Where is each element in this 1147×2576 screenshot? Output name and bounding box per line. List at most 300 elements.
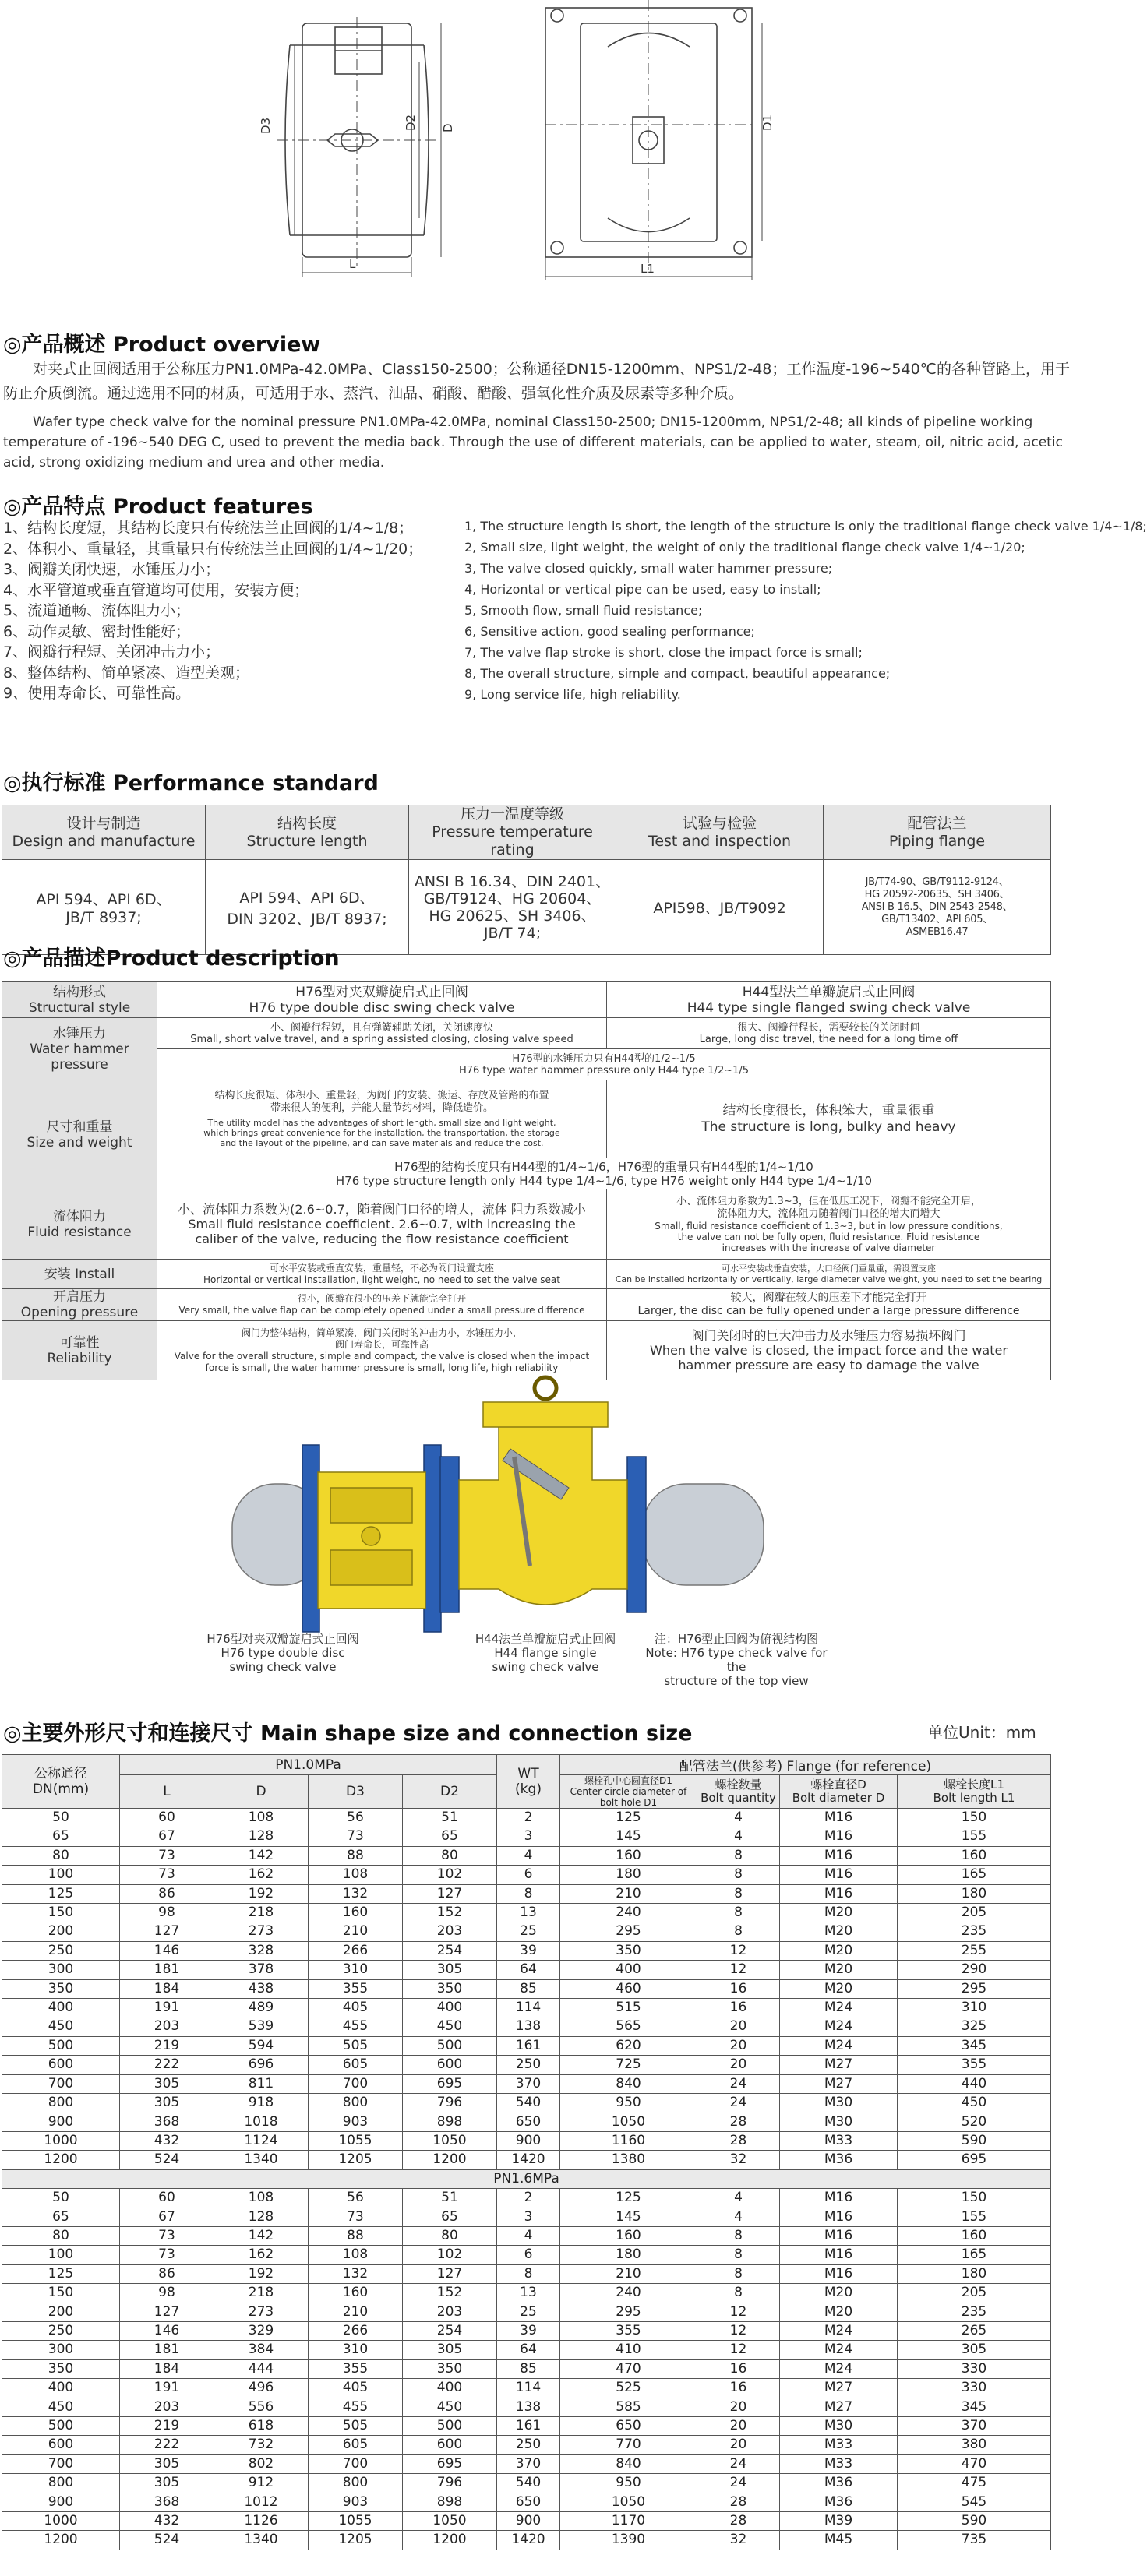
table-cell: 56 bbox=[309, 1809, 403, 1827]
table-cell: 950 bbox=[560, 2094, 697, 2113]
table-cell: 565 bbox=[560, 2017, 697, 2036]
table-row bbox=[2, 2208, 1051, 2226]
table-cell: 235 bbox=[898, 2303, 1051, 2321]
table-row bbox=[2, 1846, 1051, 1865]
table-cell: 165 bbox=[898, 2246, 1051, 2264]
table-cell: 240 bbox=[560, 2284, 697, 2303]
h76-disc-top bbox=[330, 1488, 412, 1523]
features-en-list bbox=[464, 516, 1147, 705]
table-row bbox=[2, 2512, 1051, 2531]
table-cell: 6 bbox=[497, 2246, 560, 2264]
table-cell: 1050 bbox=[403, 2131, 497, 2150]
table-cell: 310 bbox=[309, 1961, 403, 1979]
table-cell: M24 bbox=[780, 1999, 898, 2017]
table-cell: 200 bbox=[2, 2303, 120, 2321]
table-cell: 203 bbox=[403, 2303, 497, 2321]
table-cell: M16 bbox=[780, 1827, 898, 1846]
features-zh-list bbox=[3, 518, 422, 704]
table-cell: 305 bbox=[898, 2341, 1051, 2359]
table-row bbox=[2, 1961, 1051, 1979]
table-cell: 28 bbox=[697, 2131, 780, 2150]
table-cell: 73 bbox=[120, 1846, 214, 1865]
desc-label-resistance: 流体阻力 Fluid resistance bbox=[2, 1189, 157, 1260]
table-cell: 8 bbox=[697, 2284, 780, 2303]
table-cell: 350 bbox=[2, 1979, 120, 1998]
desc-opening-h44: 较大，阀瓣在较大的压差下才能完全打开 Larger, the disc can be fully opened under a large pressure difference bbox=[607, 1289, 1051, 1321]
table-cell: 6 bbox=[497, 1866, 560, 1884]
table-row bbox=[2, 1941, 1051, 1960]
table-cell: 65 bbox=[2, 2208, 120, 2226]
h44-lifting-eye bbox=[535, 1377, 556, 1399]
table-cell: M16 bbox=[780, 2208, 898, 2226]
table-cell: 1012 bbox=[214, 2493, 309, 2511]
table-cell: 155 bbox=[898, 2208, 1051, 2226]
table-cell: 86 bbox=[120, 1884, 214, 1903]
table-cell: 405 bbox=[309, 1999, 403, 2017]
table-cell: 600 bbox=[403, 2436, 497, 2454]
table-cell: 470 bbox=[560, 2359, 697, 2378]
table-cell: 191 bbox=[120, 2379, 214, 2398]
table-cell: 222 bbox=[120, 2436, 214, 2454]
h44-flange-left bbox=[440, 1457, 459, 1612]
table-cell: M16 bbox=[780, 1884, 898, 1903]
table-cell: 300 bbox=[2, 1961, 120, 1979]
col-bd: 螺栓直径D Bolt diameter D bbox=[780, 1775, 898, 1809]
technical-drawing bbox=[0, 0, 1076, 304]
table-row bbox=[2, 2493, 1051, 2511]
table-cell: 102 bbox=[403, 2246, 497, 2264]
table-cell: 800 bbox=[2, 2474, 120, 2493]
table-cell: 350 bbox=[560, 1941, 697, 1960]
table-cell: 770 bbox=[560, 2436, 697, 2454]
table-cell: 2 bbox=[497, 1809, 560, 1827]
table-cell: 210 bbox=[560, 2264, 697, 2283]
feature-en-item: 9, Long service life, high reliability. bbox=[464, 687, 681, 702]
table-cell: 400 bbox=[2, 2379, 120, 2398]
table-cell: 205 bbox=[898, 1904, 1051, 1922]
table-cell: 203 bbox=[403, 1922, 497, 1941]
table-cell: 64 bbox=[497, 2341, 560, 2359]
table-cell: 505 bbox=[309, 2036, 403, 2055]
table-cell: 64 bbox=[497, 1961, 560, 1979]
table-cell: 150 bbox=[2, 1904, 120, 1922]
table-row bbox=[2, 2074, 1051, 2093]
section-title-dimensions: ◎主要外形尺寸和连接尺寸 Main shape size and connection size bbox=[3, 1721, 693, 1746]
table-cell: 25 bbox=[497, 1922, 560, 1941]
unit-label: 单位Unit：mm bbox=[927, 1723, 1036, 1742]
section-title-overview: ◎产品概述 Product overview bbox=[3, 333, 321, 357]
feature-en-item: 2, Small size, light weight, the weight of only the traditional flange check valve 1/4~1/20; bbox=[464, 540, 1025, 555]
overview-en: Wafer type check valve for the nominal pressure PN1.0MPa-42.0MPa, nominal Class150-2500; DN15-1200mm, NPS1/2-48; all kinds of pipeline working temperature of -196~540 DEG C, used to prevent the media back. Through the use of different materials, can be applied to water, steam, oil, nitric acid, acetic acid, strong oxidizing medium and urea and other media. bbox=[3, 414, 1063, 470]
table-cell: 650 bbox=[497, 2113, 560, 2131]
table-cell: 145 bbox=[560, 1827, 697, 1846]
table-cell: 192 bbox=[214, 2264, 309, 2283]
table-cell: 265 bbox=[898, 2321, 1051, 2340]
table-cell: 8 bbox=[697, 1904, 780, 1922]
table-cell: 695 bbox=[403, 2074, 497, 2093]
table-cell: 24 bbox=[697, 2454, 780, 2473]
table-row bbox=[2, 2226, 1051, 2245]
pn16-subheader-row bbox=[2, 2169, 1051, 2188]
table-cell: M24 bbox=[780, 2017, 898, 2036]
col-pn10: PN1.0MPa bbox=[120, 1755, 497, 1775]
std-cell-4: JB/T74-90、GB/T9112-9124、 HG 20592-20635、SH 3406、 ANSI B 16.5、DIN 2543-2548、 GB/T13402、API 605、 ASMEB16.47 bbox=[824, 860, 1051, 955]
table-cell: M16 bbox=[780, 2189, 898, 2208]
table-cell: 400 bbox=[2, 1999, 120, 2017]
table-cell: 4 bbox=[497, 1846, 560, 1865]
table-cell: 192 bbox=[214, 1884, 309, 1903]
table-cell: 310 bbox=[309, 2341, 403, 2359]
table-cell: 8 bbox=[497, 1884, 560, 1903]
table-cell: 98 bbox=[120, 2284, 214, 2303]
table-cell: 28 bbox=[697, 2113, 780, 2131]
table-cell: 545 bbox=[898, 2493, 1051, 2511]
table-cell: 500 bbox=[403, 2036, 497, 2055]
desc-size-h76-en: The utility model has the advantages of short length, small size and light weight, which brings great convenience for the installation, the transportation, the storage and the layout of the pipeline, and can save materials and reduce the cost. bbox=[203, 1118, 560, 1148]
table-cell: 127 bbox=[403, 2264, 497, 2283]
table-cell: 695 bbox=[403, 2454, 497, 2473]
table-cell: 1000 bbox=[2, 2131, 120, 2150]
table-row bbox=[2, 2094, 1051, 2113]
table-cell: 384 bbox=[214, 2341, 309, 2359]
table-cell: 8 bbox=[697, 1922, 780, 1941]
table-cell: 127 bbox=[403, 1884, 497, 1903]
desc-size-h76 bbox=[157, 1080, 607, 1158]
h44-flange-right bbox=[627, 1457, 646, 1612]
desc-reliability-h76: 阀门为整体结构，简单紧凑，阀门关闭时的冲击力小，水锤压力小， 阀门寿命长，可靠性高 Valve for the overall structure, simple and compact, the valve is closed when the impact force is small, the water hammer pressure is small, long life, high reliability bbox=[157, 1321, 607, 1380]
table-cell: 325 bbox=[898, 2017, 1051, 2036]
table-cell: 80 bbox=[403, 2226, 497, 2245]
table-cell: 254 bbox=[403, 1941, 497, 1960]
table-cell: 305 bbox=[120, 2454, 214, 2473]
dimension-table bbox=[2, 1754, 1051, 2550]
table-cell: 1205 bbox=[309, 2531, 403, 2550]
table-cell: 350 bbox=[403, 2359, 497, 2378]
table-cell: 918 bbox=[214, 2094, 309, 2113]
desc-hammer-compare: H76型的水锤压力只有H44型的1/2~1/5 H76 type water hammer pressure only H44 type 1/2~1/5 bbox=[157, 1049, 1051, 1080]
table-cell: 273 bbox=[214, 1922, 309, 1941]
table-cell: 1000 bbox=[2, 2512, 120, 2531]
table-cell: 39 bbox=[497, 2321, 560, 2340]
table-cell: M33 bbox=[780, 2436, 898, 2454]
feature-en-item: 4, Horizontal or vertical pipe can be used, easy to install; bbox=[464, 582, 821, 597]
table-cell: 432 bbox=[120, 2512, 214, 2531]
table-cell: 4 bbox=[697, 1809, 780, 1827]
table-cell: 86 bbox=[120, 2264, 214, 2283]
table-cell: 1380 bbox=[560, 2151, 697, 2169]
table-cell: 355 bbox=[560, 2321, 697, 2340]
table-row bbox=[2, 2151, 1051, 2169]
table-cell: 796 bbox=[403, 2474, 497, 2493]
table-cell: M36 bbox=[780, 2493, 898, 2511]
table-cell: 125 bbox=[2, 1884, 120, 1903]
table-cell: M20 bbox=[780, 1979, 898, 1998]
table-cell: 295 bbox=[560, 2303, 697, 2321]
table-cell: 329 bbox=[214, 2321, 309, 2340]
table-cell: 310 bbox=[898, 1999, 1051, 2017]
table-cell: 355 bbox=[309, 2359, 403, 2378]
table-cell: 150 bbox=[2, 2284, 120, 2303]
table-cell: 300 bbox=[2, 2341, 120, 2359]
table-cell: 250 bbox=[497, 2436, 560, 2454]
table-cell: 16 bbox=[697, 2359, 780, 2378]
table-cell: 3 bbox=[497, 1827, 560, 1846]
table-cell: 305 bbox=[120, 2474, 214, 2493]
table-cell: 900 bbox=[2, 2493, 120, 2511]
table-cell: 200 bbox=[2, 1922, 120, 1941]
table-cell: 1050 bbox=[403, 2512, 497, 2531]
table-cell: M20 bbox=[780, 1904, 898, 1922]
table-cell: 20 bbox=[697, 2436, 780, 2454]
table-cell: 73 bbox=[120, 2226, 214, 2245]
section-title-standard: ◎执行标准 Performance standard bbox=[3, 771, 379, 795]
std-cell-3: API598、JB/T9092 bbox=[616, 860, 824, 955]
table-cell: 1170 bbox=[560, 2512, 697, 2531]
table-cell: 370 bbox=[898, 2417, 1051, 2436]
table-cell: 218 bbox=[214, 2284, 309, 2303]
table-cell: M16 bbox=[780, 2226, 898, 2245]
table-cell: 620 bbox=[560, 2036, 697, 2055]
table-cell: 108 bbox=[214, 1809, 309, 1827]
table-cell: 100 bbox=[2, 2246, 120, 2264]
table-row bbox=[2, 2036, 1051, 2055]
table-cell: 114 bbox=[497, 2379, 560, 2398]
table-row bbox=[2, 2436, 1051, 2454]
col-d3: D3 bbox=[309, 1775, 403, 1809]
table-cell: 210 bbox=[309, 1922, 403, 1941]
table-cell: M27 bbox=[780, 2056, 898, 2074]
table-cell: 305 bbox=[120, 2074, 214, 2093]
table-cell: 700 bbox=[2, 2074, 120, 2093]
desc-resistance-h44 bbox=[607, 1189, 1051, 1260]
table-cell: 218 bbox=[214, 1904, 309, 1922]
table-cell: 266 bbox=[309, 2321, 403, 2340]
table-cell: 800 bbox=[2, 2094, 120, 2113]
table-cell: 455 bbox=[309, 2398, 403, 2416]
table-cell: 98 bbox=[120, 1904, 214, 1922]
table-cell: 24 bbox=[697, 2094, 780, 2113]
table-cell: 142 bbox=[214, 2226, 309, 2245]
desc-label-reliability: 可靠性 Reliability bbox=[2, 1321, 157, 1380]
table-cell: M39 bbox=[780, 2512, 898, 2531]
table-cell: 350 bbox=[2, 2359, 120, 2378]
table-cell: 16 bbox=[697, 1979, 780, 1998]
feature-zh-item: 2、体积小、重量轻，其重量只有传统法兰止回阀的1/4~1/20； bbox=[3, 540, 423, 558]
table-cell: 8 bbox=[697, 1846, 780, 1865]
feature-en-item: 3, The valve closed quickly, small water hammer pressure; bbox=[464, 561, 833, 576]
table-cell: 450 bbox=[403, 2398, 497, 2416]
table-cell: 67 bbox=[120, 2208, 214, 2226]
col-flange: 配管法兰(供参考) Flange (for reference) bbox=[560, 1755, 1051, 1775]
feature-zh-item: 8、整体结构、简单紧凑、造型美观； bbox=[3, 664, 250, 682]
table-cell: 903 bbox=[309, 2493, 403, 2511]
table-cell: 161 bbox=[497, 2417, 560, 2436]
table-cell: 128 bbox=[214, 2208, 309, 2226]
table-cell: 56 bbox=[309, 2189, 403, 2208]
std-header-1: 结构长度 Structure length bbox=[206, 805, 409, 860]
table-cell: 108 bbox=[214, 2189, 309, 2208]
table-cell: 16 bbox=[697, 2379, 780, 2398]
table-row bbox=[2, 2417, 1051, 2436]
table-cell: 266 bbox=[309, 1941, 403, 1960]
table-cell: 440 bbox=[898, 2074, 1051, 2093]
table-cell: 73 bbox=[120, 2246, 214, 2264]
table-cell: 1340 bbox=[214, 2531, 309, 2550]
table-cell: 355 bbox=[309, 1979, 403, 1998]
table-cell: 162 bbox=[214, 2246, 309, 2264]
section-title-description: ◎产品描述Product description bbox=[3, 946, 340, 971]
table-cell: 330 bbox=[898, 2379, 1051, 2398]
table-cell: 539 bbox=[214, 2017, 309, 2036]
table-cell: 210 bbox=[309, 2303, 403, 2321]
table-cell: M45 bbox=[780, 2531, 898, 2550]
table-cell: 350 bbox=[403, 1979, 497, 1998]
desc-hammer-h44: 很大、阀瓣行程长，需要较长的关闭时间 Large, long disc travel, the need for a long time off bbox=[607, 1018, 1051, 1049]
table-cell: 811 bbox=[214, 2074, 309, 2093]
table-cell: 1420 bbox=[497, 2531, 560, 2550]
table-row bbox=[2, 2056, 1051, 2074]
std-header-4: 配管法兰 Piping flange bbox=[824, 805, 1051, 860]
table-cell: 146 bbox=[120, 1941, 214, 1960]
table-cell: 125 bbox=[560, 2189, 697, 2208]
table-cell: 24 bbox=[697, 2474, 780, 2493]
table-cell: 1050 bbox=[560, 2493, 697, 2511]
table-cell: 1200 bbox=[2, 2531, 120, 2550]
table-cell: 700 bbox=[309, 2454, 403, 2473]
table-cell: 160 bbox=[309, 1904, 403, 1922]
table-cell: 840 bbox=[560, 2074, 697, 2093]
table-row bbox=[2, 2303, 1051, 2321]
table-cell: 12 bbox=[697, 2321, 780, 2340]
description-table bbox=[2, 981, 1051, 1380]
table-cell: 305 bbox=[403, 2341, 497, 2359]
feature-zh-item: 1、结构长度短，其结构长度只有传统法兰止回阀的1/4~1/8； bbox=[3, 520, 414, 537]
table-cell: M16 bbox=[780, 2264, 898, 2283]
table-row bbox=[2, 2321, 1051, 2340]
std-header-3: 试验与检验 Test and inspection bbox=[616, 805, 824, 860]
caption-h44: H44法兰单瓣旋启式止回阀 H44 flange single swing check valve bbox=[475, 1632, 616, 1674]
table-row bbox=[2, 2189, 1051, 2208]
feature-en-item: 8, The overall structure, simple and compact, beautiful appearance; bbox=[464, 666, 891, 681]
table-cell: 51 bbox=[403, 2189, 497, 2208]
table-row bbox=[2, 2379, 1051, 2398]
table-cell: 345 bbox=[898, 2036, 1051, 2055]
feature-zh-item: 9、使用寿命长、可靠性高。 bbox=[3, 685, 191, 702]
table-cell: M16 bbox=[780, 1866, 898, 1884]
table-cell: 4 bbox=[497, 2226, 560, 2245]
table-cell: 20 bbox=[697, 2056, 780, 2074]
table-row bbox=[2, 1979, 1051, 1998]
table-cell: 450 bbox=[898, 2094, 1051, 2113]
table-cell: 85 bbox=[497, 2359, 560, 2378]
overview-zh: 对夹式止回阀适用于公称压力PN1.0MPa-42.0MPa、Class150-2500；公称通径DN15-1200mm、NPS1/2-48；工作温度-196~540℃的各种管路上，用于防止介质倒流。通过选用不同的材质，可适用于水、蒸汽、油品、硝酸、醋酸、强氧化性介质及尿素等多种介质。 bbox=[3, 361, 1071, 402]
table-cell: 254 bbox=[403, 2321, 497, 2340]
table-cell: 520 bbox=[898, 2113, 1051, 2131]
table-cell: 802 bbox=[214, 2454, 309, 2473]
table-cell: M24 bbox=[780, 2321, 898, 2340]
table-cell: 12 bbox=[697, 1941, 780, 1960]
table-row bbox=[2, 2246, 1051, 2264]
table-cell: 73 bbox=[309, 1827, 403, 1846]
table-cell: 410 bbox=[560, 2341, 697, 2359]
table-cell: M16 bbox=[780, 1809, 898, 1827]
table-cell: 203 bbox=[120, 2398, 214, 2416]
table-row bbox=[2, 1827, 1051, 1846]
feature-en-item: 7, The valve flap stroke is short, close the impact force is small; bbox=[464, 645, 863, 660]
desc-resistance-h44-en: Small, fluid resistance coefficient of 1.3~3, but in low pressure conditions, the valve can not be fully open, fluid resistance. Fluid resistance increases with the increase of valve diameter bbox=[655, 1220, 1003, 1253]
table-cell: 800 bbox=[309, 2474, 403, 2493]
table-cell: 20 bbox=[697, 2417, 780, 2436]
table-cell: 695 bbox=[898, 2151, 1051, 2169]
table-cell: 132 bbox=[309, 1884, 403, 1903]
table-cell: 700 bbox=[2, 2454, 120, 2473]
table-cell: 900 bbox=[497, 2131, 560, 2150]
table-cell: 180 bbox=[560, 1866, 697, 1884]
table-cell: 1200 bbox=[403, 2151, 497, 2169]
standard-table bbox=[2, 805, 1051, 955]
table-cell: 2 bbox=[497, 2189, 560, 2208]
desc-opening-h76: 很小，阀瓣在很小的压差下就能完全打开 Very small, the valve flap can be completely opened under a small pressure difference bbox=[157, 1289, 607, 1321]
table-cell: 405 bbox=[309, 2379, 403, 2398]
desc-resistance-h44-zh: 小、流体阻力系数为1.3~3，但在低压工况下，阀瓣不能完全开启， 流体阻力大，流体阻力随着阀门口径的增大而增大 bbox=[676, 1195, 981, 1220]
dim-d-label: D bbox=[441, 123, 455, 132]
col-bl: 螺栓长度L1 Bolt length L1 bbox=[898, 1775, 1051, 1809]
table-cell: 138 bbox=[497, 2398, 560, 2416]
table-cell: M24 bbox=[780, 2341, 898, 2359]
table-cell: 378 bbox=[214, 1961, 309, 1979]
table-cell: 8 bbox=[697, 1884, 780, 1903]
table-cell: 12 bbox=[697, 1961, 780, 1979]
table-row bbox=[2, 2017, 1051, 2036]
table-cell: 444 bbox=[214, 2359, 309, 2378]
table-cell: 368 bbox=[120, 2113, 214, 2131]
table-cell: 73 bbox=[309, 2208, 403, 2226]
table-cell: 650 bbox=[560, 2417, 697, 2436]
table-cell: 203 bbox=[120, 2017, 214, 2036]
desc-size-h76-zh: 结构长度很短、体积小、重量轻，为阀门的安装、搬运、存放及管路的布置 带来很大的便利，并能大量节约材料，降低造价。 bbox=[214, 1090, 549, 1114]
table-cell: 1200 bbox=[2, 2151, 120, 2169]
table-cell: 500 bbox=[403, 2417, 497, 2436]
table-cell: M24 bbox=[780, 2036, 898, 2055]
table-cell: 60 bbox=[120, 1809, 214, 1827]
desc-style-h76: H76型对夹双瓣旋启式止回阀 H76 type double disc swing check valve bbox=[157, 982, 607, 1018]
desc-label-size: 尺寸和重量 Size and weight bbox=[2, 1080, 157, 1189]
table-cell: 32 bbox=[697, 2531, 780, 2550]
table-cell: 85 bbox=[497, 1979, 560, 1998]
desc-size-h44: 结构长度很长，体积笨大，重量很重 The structure is long, bulky and heavy bbox=[607, 1080, 1051, 1158]
table-row bbox=[2, 2359, 1051, 2378]
dim-d1-label: D1 bbox=[761, 114, 775, 131]
table-cell: 161 bbox=[497, 2036, 560, 2055]
table-cell: 50 bbox=[2, 2189, 120, 2208]
table-cell: 732 bbox=[214, 2436, 309, 2454]
table-cell: 80 bbox=[403, 1846, 497, 1865]
table-cell: M20 bbox=[780, 2284, 898, 2303]
caption-h76: H76型对夹双瓣旋启式止回阀 H76 type double disc swing check valve bbox=[206, 1632, 359, 1674]
table-cell: M33 bbox=[780, 2131, 898, 2150]
table-cell: 1055 bbox=[309, 2512, 403, 2531]
table-cell: M30 bbox=[780, 2417, 898, 2436]
table-cell: M20 bbox=[780, 1961, 898, 1979]
col-wt: WT (kg) bbox=[497, 1755, 560, 1809]
table-cell: 295 bbox=[898, 1979, 1051, 1998]
table-row bbox=[2, 2531, 1051, 2550]
table-cell: 1390 bbox=[560, 2531, 697, 2550]
table-cell: 696 bbox=[214, 2056, 309, 2074]
caption-note: 注：H76型止回阀为俯视结构图 Note: H76 type check valve for the structure of the top view bbox=[645, 1632, 828, 1688]
table-cell: 165 bbox=[898, 1866, 1051, 1884]
table-cell: 594 bbox=[214, 2036, 309, 2055]
